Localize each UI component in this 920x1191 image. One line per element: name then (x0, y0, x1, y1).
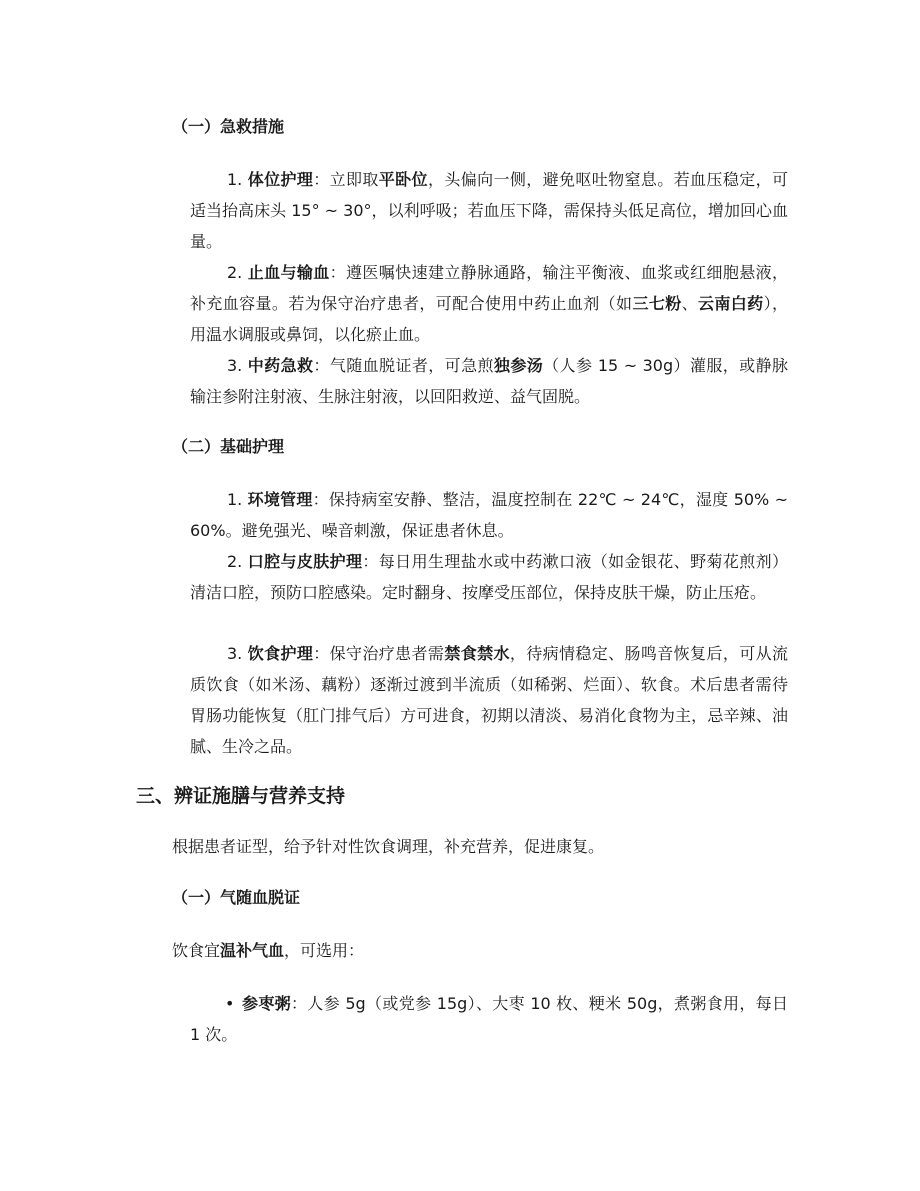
bullet-icon: • (225, 994, 235, 1013)
bold-term: 三七粉 (632, 294, 682, 313)
bold-term: 独参汤 (493, 356, 544, 375)
paragraph-environment (190, 484, 788, 546)
item-title: 口腔与皮肤护理 (247, 552, 363, 571)
bold-term: 禁食禁水 (444, 644, 510, 663)
paragraph-diet-advice (172, 935, 788, 966)
item-text: ，头偏向一侧，避免呕吐物窒息。若血压稳定，可适当抬高床头 15° ~ 30°，以利呼吸；若血压下降，需保持头低足高位，增加回心血量。 (190, 170, 788, 251)
item-number: 2. (227, 552, 248, 571)
item-number: 1. (227, 170, 248, 189)
item-number: 2. (227, 263, 248, 282)
item-text: ：保守治疗患者需 (313, 644, 445, 663)
item-title: 饮食护理 (247, 644, 314, 663)
item-title: 参枣粥 (242, 994, 291, 1013)
subsection-heading-qi-blood: （一）气随血脱证 (172, 888, 301, 907)
item-number: 3. (227, 356, 248, 375)
paragraph-position-care (190, 164, 788, 257)
paragraph-diet-care (190, 638, 788, 762)
subsection-heading-emergency: （一）急救措施 (172, 117, 285, 136)
paragraph-oral-skin (190, 546, 788, 608)
bold-term: 平卧位 (378, 170, 428, 189)
item-text: （人参 15 ~ 30g）灌服，或静脉输注参附注射液、生脉注射液，以回阳救逆、益气固脱。 (190, 356, 788, 406)
item-text: ，待病情稳定、肠鸣音恢复后，可从流质饮食（如米汤、藕粉）逐渐过渡到半流质（如稀粥、烂面）、软食。术后患者需待胃肠功能恢复（肛门排气后）方可进食，初期以清淡、易消化食物为主，忌辛辣、油腻、生冷之品。 (190, 644, 788, 756)
subsection-heading-basic-care: （二）基础护理 (172, 437, 285, 456)
item-text: ），用温水调服或鼻饲，以化瘀止血。 (190, 294, 788, 344)
item-title: 中药急救 (247, 356, 314, 375)
list-item-ginseng-porridge (190, 988, 788, 1050)
item-text: 、 (681, 294, 699, 313)
item-number: 1. (227, 490, 248, 509)
item-number: 3. (227, 644, 248, 663)
item-text: ：每日用生理盐水或中药漱口液（如金银花、野菊花煎剂）清洁口腔，预防口腔感染。定时翻身、按摩受压部位，保持皮肤干燥，防止压疮。 (190, 552, 788, 602)
paragraph-hemostasis (190, 257, 788, 350)
item-text: ：人参 5g（或党参 15g）、大枣 10 枚、粳米 50g，煮粥食用，每日 1 次。 (190, 994, 788, 1044)
item-title: 止血与输血 (247, 263, 330, 282)
item-title: 体位护理 (247, 170, 314, 189)
item-title: 环境管理 (247, 490, 313, 509)
item-text: ，可选用： (284, 941, 365, 960)
item-text: ：遵医嘱快速建立静脉通路，输注平衡液、血浆或红细胞悬液，补充血容量。若为保守治疗患者，可配合使用中药止血剂（如 (190, 263, 788, 313)
bold-term: 温补气血 (220, 941, 285, 960)
paragraph-diet-intro: 根据患者证型，给予针对性饮食调理，补充营养，促进康复。 (172, 837, 605, 856)
item-text: ：气随血脱证者，可急煎 (313, 356, 494, 375)
bold-term: 云南白药 (698, 294, 764, 313)
paragraph-tcm-emergency (190, 350, 788, 412)
item-text: ：立即取 (313, 170, 379, 189)
item-text: 饮食宜 (172, 941, 221, 960)
item-text: ：保持病室安静、整洁，温度控制在 22℃ ~ 24℃，湿度 50% ~ 60%。避免强光、噪音刺激，保证患者休息。 (190, 490, 788, 540)
section-heading-diet: 三、辨证施膳与营养支持 (136, 785, 346, 807)
